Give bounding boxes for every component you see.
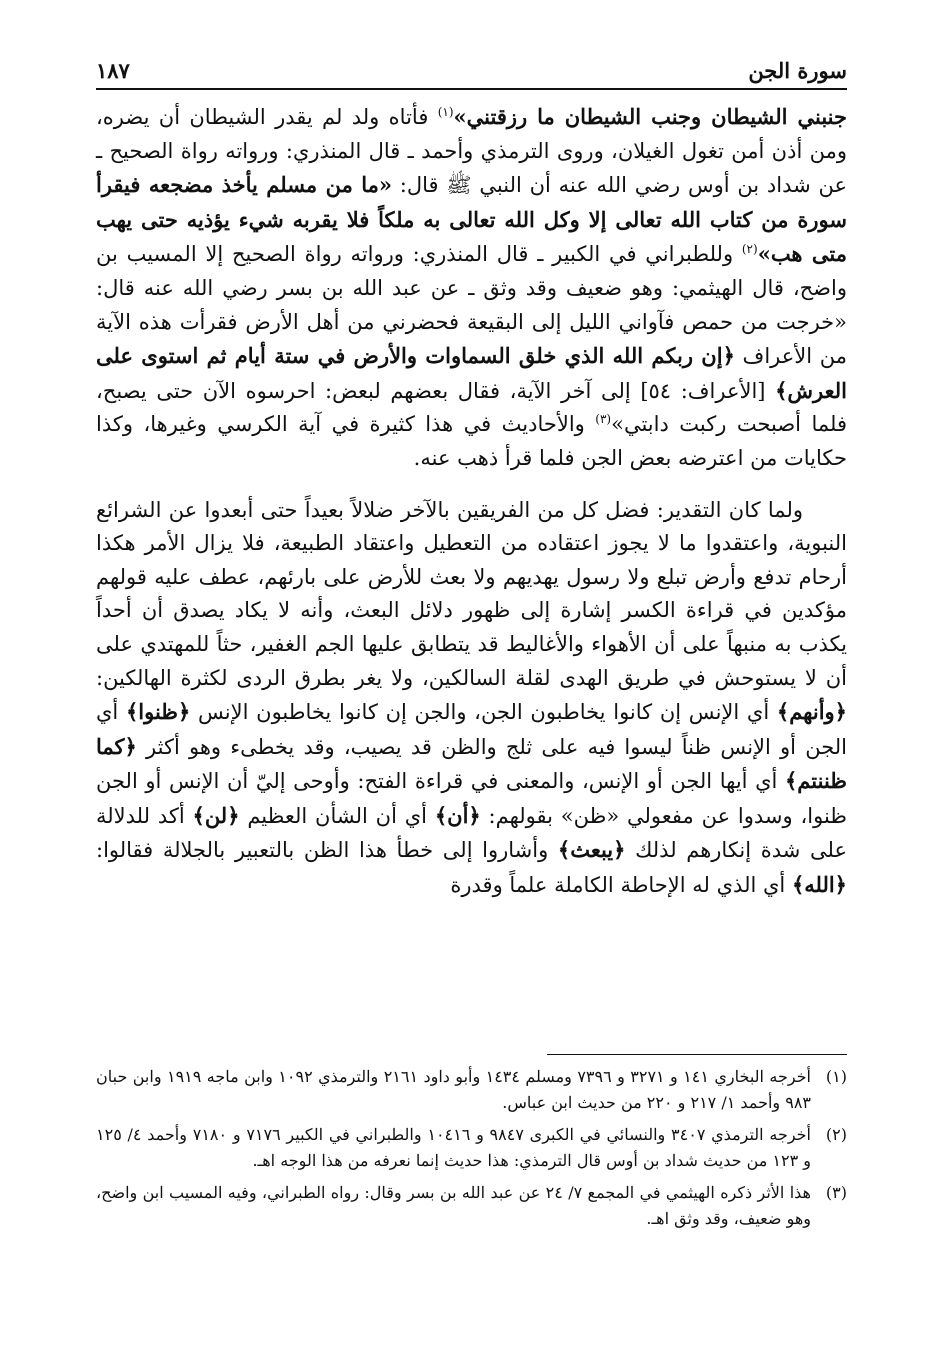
footnote-text: أخرجه البخاري ١٤١ و ٣٢٧١ و ٧٣٩٦ ومسلم ١٤٣٤ وأبو داود ٢١٦١ والترمذي ١٠٩٢ وابن ماجه ١٩١٩ وابن حبان ٩٨٣ وأحمد ١/ ٢١٧ و ٢٢٠ من حديث ابن عباس. [96,1067,812,1112]
text-run: أي أن الشأن العظيم [239,803,435,828]
quran-word: ﴿الله﴾ [791,872,847,898]
footnote-3 [96,1180,847,1232]
text-run: أي الجن أو الإنس ظناً ليسوا فيه على ثلج والظن قد يصيب، وقد يخطىء وهو أكثر [96,700,847,759]
hadith-quote-2: «ما من مسلم يأخذ مضجعه فيقرأ سورة من كتاب الله تعالى إلا وكل الله تعالى به ملكاً فلا يقربه شيء يؤذيه حتى يهب متى هب» [96,172,847,267]
text-run: وللطبراني في الكبير ـ قال المنذري: ورواته رواة الصحيح إلا المسيب بن واضح، قال الهيثمي: وهو ضعيف وقد وثق ـ عن عبد الله بن بسر رضي الله عنه قال: «خرجت من حمص فآواني الليل إلى البقيعة فحضرني من أهل الأرض فقرأت هذه الآية من الأعراف [96,242,847,369]
footnote-ref-1[interactable]: (١) [437,105,454,119]
footnote-2 [96,1122,847,1174]
quran-word: ﴿لن﴾ [192,802,240,828]
footnote-ref-3[interactable]: (٣) [595,412,612,427]
text-run: وأشاروا إلى خطأ هذا الظن بالتعبير بالجلالة فقالوا: [96,838,558,863]
text-run: [الأعراف: ٥٤] إلى آخر الآية، فقال بعضهم لبعض: احرسوه الآن حتى يصبح، فلما أصبحت ركبت دابتي» [96,378,847,437]
footnote-ref-2[interactable]: (٢) [741,242,758,257]
text-run: فأتاه ولد لم يقدر الشيطان أن يضره، ومن أذن أمن تغول الغيلان، وروى الترمذي وأحمد ـ قال المنذري: ورواته رواة الصحيح ـ عن شداد بن أوس رضي الله عنه أن النبي ﷺ قال: [96,105,847,198]
text-run: ولما كان التقدير: فضل كل من الفريقين بالآخر ضلالاً بعيداً حتى أبعدوا عن الشرائع النبوية، واعتقدوا ما لا يجوز اعتقاده من التعطيل واعتقاد الطبيعة، فلا يزال الأمر هكذا أرحام تدفع وأرض تبلع ولا رسول يهديهم ولا بعث للأرض على بارئهم، عطف عليه قولهم مؤكدين في قراءة الكسر إشارة إلى ظهور دلائل البعث، وأنه لا يكاد يصدق أن أحداً يكذب به منبهاً على أن الأهواء والأغاليط قد يتطابق عليها الجم الغفير، حثاً للمهتدي على أن لا يستوحش في طريق الهدى لقلة السالكين، ولا يغر بطرق الردى لكثرة الهالكين: [96,497,847,690]
footnote-1 [96,1064,847,1116]
paragraph-1 [96,100,847,476]
footnote-number: (٢) [825,1125,847,1144]
surah-title: سورة الجن [748,58,847,83]
quran-word: ﴿ظنوا﴾ [125,699,191,725]
footnote-number: (٣) [825,1183,847,1202]
quran-verse: ﴿إن ربكم الله الذي خلق السماوات والأرض في ستة أيام ثم استوى على العرش﴾ [96,343,847,403]
text-run: أي الإنس إن كانوا يخاطبون الجن، والجن إن كانوا يخاطبون الإنس [190,700,777,725]
footnote-number: (١) [825,1067,847,1086]
footnote-text: هذا الأثر ذكره الهيثمي في المجمع ٧/ ٢٤ عن عبد الله بن بسر وقال: رواه الطبراني، وفيه المسيب ابن واضح، وهو ضعيف، وقد وثق اهـ. [96,1183,811,1228]
quran-word: ﴿يبعث﴾ [557,837,626,863]
main-text [96,100,847,903]
quran-word: ﴿أن﴾ [434,802,481,828]
text-run: أي الذي له الإحاطة الكاملة علماً وقدرة [450,873,792,898]
footnote-divider [547,1054,847,1055]
text-run: أي أيها الجن أو الإنس، والمعنى في قراءة الفتح: وأوحى إليّ أن الإنس أو الجن ظنوا، وسدوا عن مفعولي «ظن» بقولهم: [96,769,847,828]
text-run: أكد للدلالة على شدة إنكارهم لذلك [96,803,847,863]
page-number: ١٨٧ [96,58,130,83]
footnotes [96,1064,847,1238]
text-run: والأحاديث في هذا كثيرة في آية الكرسي وغيرها، وكذا حكايات من اعترضه بعض الجن فلما قرأ ذهب عنه. [96,412,847,470]
hadith-quote-1: جنبني الشيطان وجنب الشيطان ما رزقتني» [453,104,847,129]
quran-word: ﴿كما ظننتم﴾ [96,733,847,794]
paragraph-2 [96,494,847,903]
page-header [96,56,847,96]
quran-word: ﴿وأنهم﴾ [776,699,847,725]
header-divider [96,88,847,90]
footnote-text: أخرجه الترمذي ٣٤٠٧ والنسائي في الكبرى ٩٨٤٧ و ١٠٤١٦ والطبراني في الكبير ٧١٧٦ و ٧١٨٠ وأحمد ٤/ ١٢٥ و ١٢٣ من حديث شداد بن أوس قال الترمذي: هذا حديث إنما نعرفه من هذا الوجه اهـ. [96,1125,811,1170]
